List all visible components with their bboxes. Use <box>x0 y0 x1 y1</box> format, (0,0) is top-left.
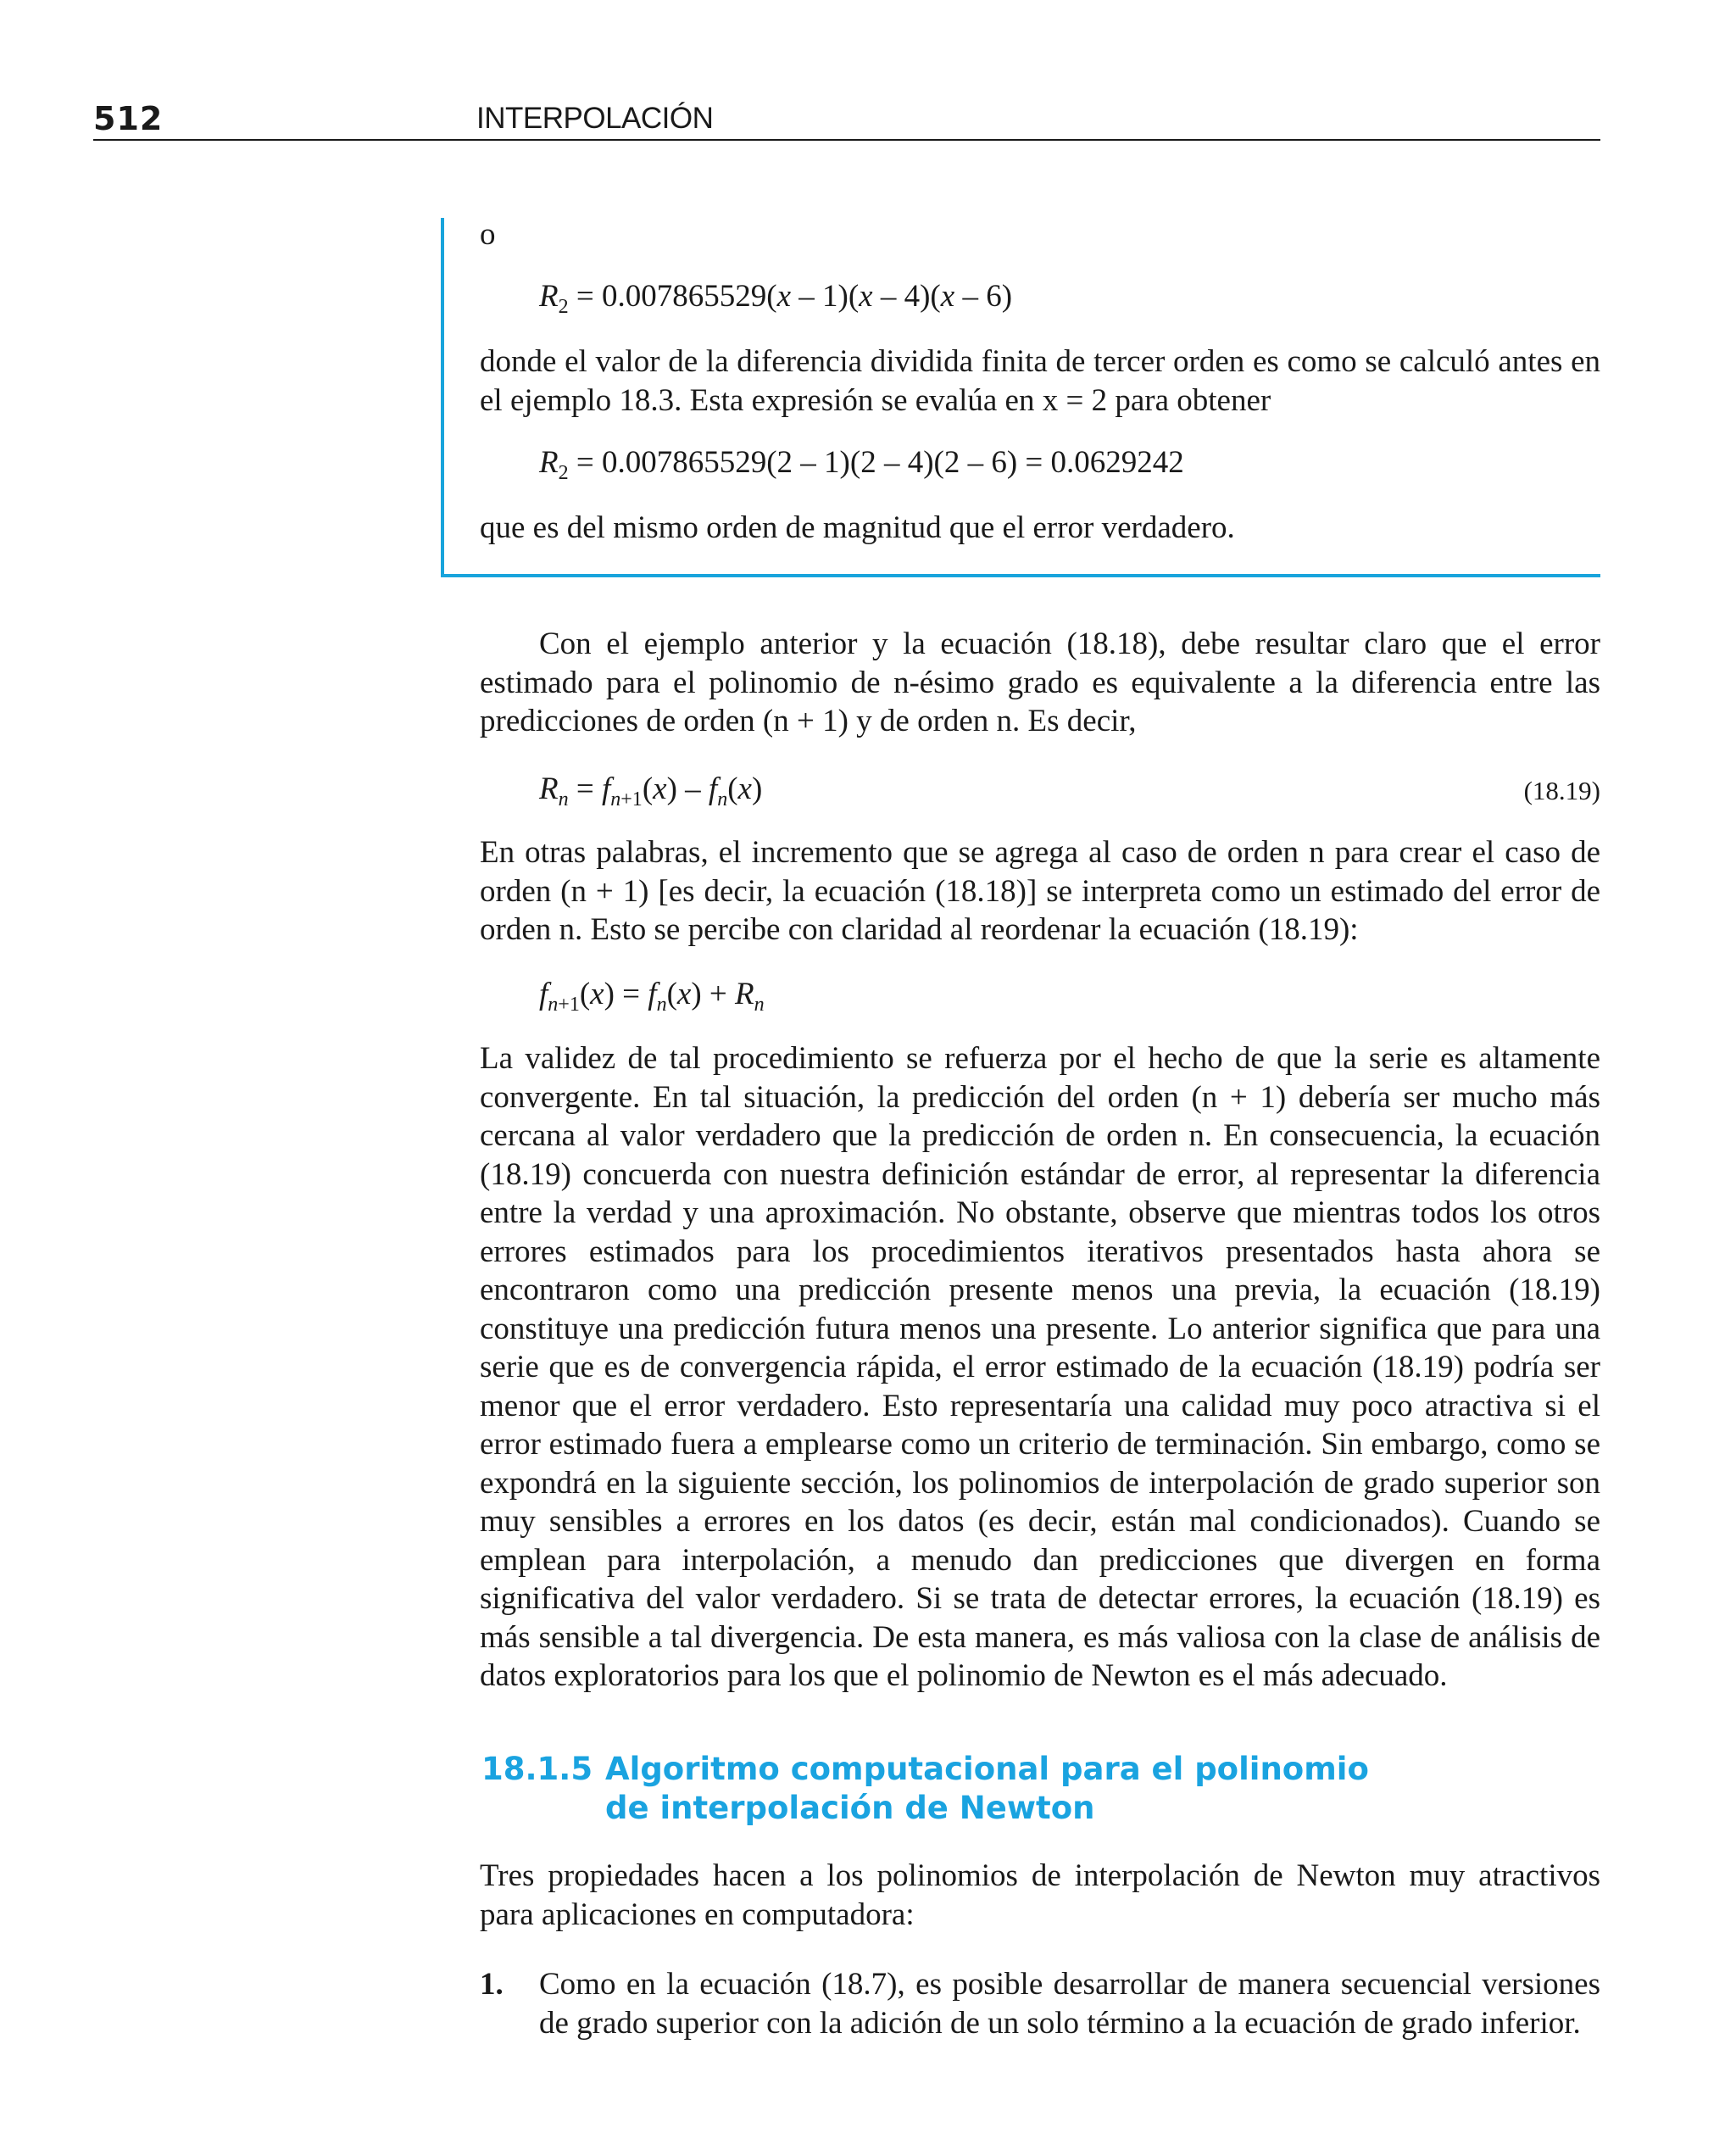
list-item-text: Como en la ecuación (18.7), es posible desarrollar de manera secuencial versiones de grado superior con la adición de un solo término a la ecuación de grado inferior. <box>539 1967 1600 2041</box>
eq1-part-a: – 1)( <box>791 279 860 314</box>
equation-rearranged: $f_{n+1}(x) = f_n(x) + R_n$ <box>539 977 765 1016</box>
section-number: 18.1.5 <box>481 1751 593 1787</box>
body-paragraph-3: La validez de tal procedimiento se refuerza por el hecho de que la serie es altamente convergente. En tal situación, la predicción del orden (n + 1) debería ser mucho más cercana al valor verdadero que la predicción de orden n. En consecuencia, la ecuación (18.19) concuerda con nuestra definición estándar de error, al representar la diferencia entre la verdad y una aproximación. No obstante, observe que mientras todos los otros errores estimados para los procedimientos iterativos presentados hasta ahora se encontraron como una predicción presente menos una previa, la ecuación (18.19) constituye una predicción futura menos una presente. Lo anterior significa que para una serie que es de convergencia rápida, el error estimado de la ecuación (18.19) podría ser menor que el error verdadero. Esto representaría una calidad muy poco atractiva si el error estimado fuera a emplearse como un criterio de terminación. Sin embargo, como se expondrá en la siguiente sección, los polinomios de interpolación de grado superior son muy sensibles a errores en los datos (es decir, están mal condicionados). Cuando se emplean para interpolación, a menudo dan predicciones que divergen en forma significativa del valor verdadero. Si se trata de detectar errores, la ecuación (18.19) es más sensible a tal divergencia. De esta manera, es más valiosa con la clase de análisis de datos exploratorios para los que el polinomio de Newton es el más adecuado. <box>480 1041 1600 1693</box>
equation-r2-expression: $R_2 = 0.007865529(x - 1)(x - 4)(x - 6)$ <box>539 279 1013 318</box>
body-paragraph-2: En otras palabras, el incremento que se agrega al caso de orden n para crear el caso de orden (n + 1) [es decir, la ecuación (18.18)] se interpreta como un estimado del error de orden n. Esto se percibe con claridad al reordenar la ecuación (18.19): <box>480 835 1600 947</box>
section-title-line1: Algoritmo computacional para el polinomio <box>605 1751 1369 1787</box>
list-item <box>480 1965 1600 2042</box>
equation-number: (18.19) <box>1523 776 1600 805</box>
page-number: 512 <box>93 100 164 137</box>
eq1-text: = 0.007865529( <box>576 279 777 314</box>
example-paragraph-2: que es del mismo orden de magnitud que el error verdadero. <box>480 510 1235 545</box>
eq1-part-c: – 6) <box>954 279 1013 314</box>
equation-18-19: $R_n = f_{n+1}(x) - f_n(x)$ <box>539 771 763 810</box>
example-paragraph-1: donde el valor de la diferencia dividida finita de tercer orden es como se calculó antes en el ejemplo 18.3. Esta expresión se evalúa en x = 2 para obtener <box>480 344 1600 418</box>
section-heading <box>481 1750 1369 1828</box>
example-intro: o <box>480 217 496 252</box>
eq2-text: = 0.007865529(2 – 1)(2 – 4)(2 – 6) = 0.0629242 <box>576 445 1184 480</box>
body-paragraph-1: Con el ejemplo anterior y la ecuación (18.18), debe resultar claro que el error estimado para el polinomio de n-ésimo grado es equivalente a la diferencia entre las predicciones de orden (n + 1) y de orden n. Es decir, <box>480 627 1600 738</box>
page-header <box>93 95 1600 141</box>
list-marker: 1. <box>480 1967 504 2002</box>
running-head: INTERPOLACIÓN <box>476 102 714 135</box>
section-title-line2: de interpolación de Newton <box>605 1790 1095 1826</box>
eq1-part-b: – 4)( <box>872 279 941 314</box>
section-intro: Tres propiedades hacen a los polinomios de interpolación de Newton muy atractivos para aplicaciones en computadora: <box>480 1858 1600 1932</box>
equation-r2-value: $R_2 = 0.007865529(2 - 1)(2 - 4)(2 - 6) = 0.0629242$ <box>539 445 1184 484</box>
